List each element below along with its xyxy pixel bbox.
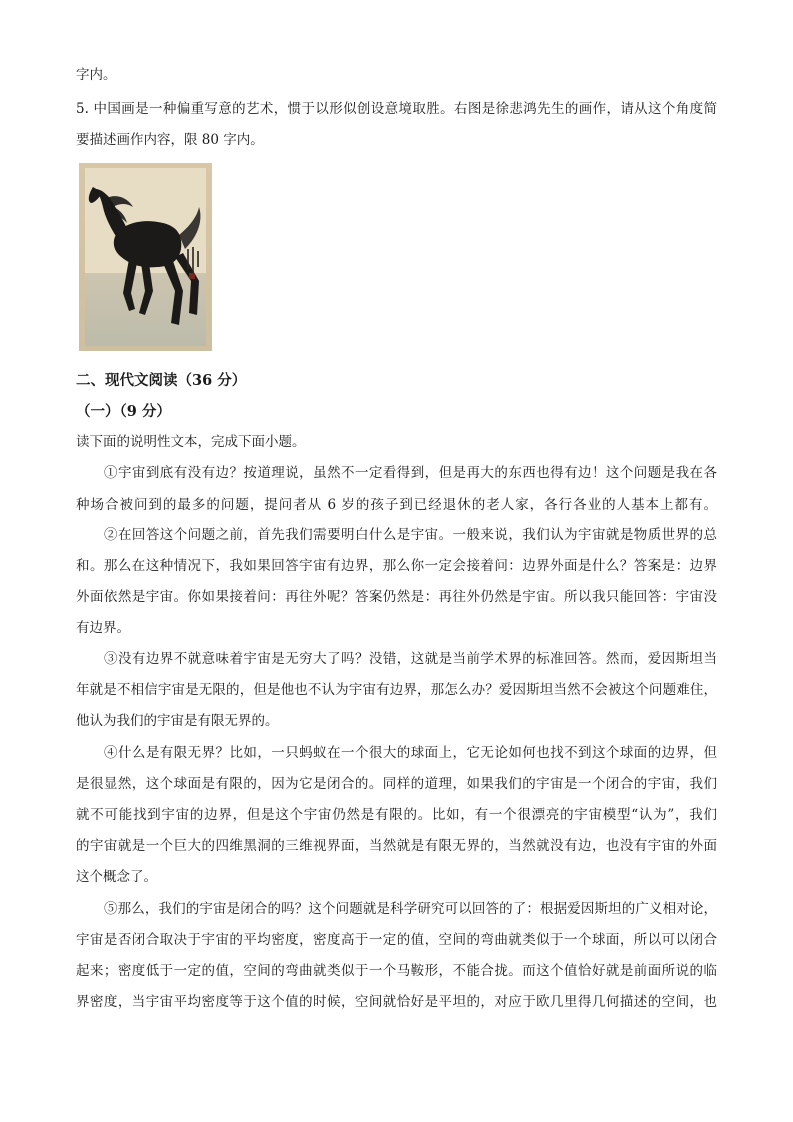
paragraph-line: 是很显然，这个球面是有限的，因为它是闭合的。同样的道理，如果我们的宇宙是一个闭合的宇宙，我们 xyxy=(76,776,717,792)
paragraph-line: 这个概念了。 xyxy=(76,869,157,885)
paragraph-line: 有边界。 xyxy=(76,620,130,636)
horse-painting-image xyxy=(79,163,212,351)
paragraph-line: 他认为我们的宇宙是有限无界的。 xyxy=(76,713,279,729)
paragraph-line: 的宇宙就是一个巨大的四维黑洞的三维视界面，当然就是有限无界的，当然就没有边，也没有宇宙的外面 xyxy=(76,838,717,854)
paragraph-line: ④什么是有限无界？比如，一只蚂蚁在一个很大的球面上，它无论如何也找不到这个球面的边界，但 xyxy=(104,745,717,761)
paragraph-line: 年就是不相信宇宙是无限的，但是他也不认为宇宙有边界，那怎么办？爱因斯坦当然不会被这个问题难住， xyxy=(76,682,717,698)
paragraph-line: 界密度，当宇宙平均密度等于这个值的时候，空间就恰好是平坦的，对应于欧几里得几何描述的空间，也 xyxy=(76,994,717,1010)
subsection-heading: （一）（9 分） xyxy=(76,403,171,420)
text-line: 字内。 xyxy=(76,67,117,83)
paragraph-line: 宇宙是否闭合取决于宇宙的平均密度，密度高于一定的值，空间的弯曲就类似于一个球面，所以可以闭合 xyxy=(76,932,717,948)
question-5-line-1: 5. 中国画是一种偏重写意的艺术，惯于以形似创设意境取胜。右图是徐悲鸿先生的画作，请从这个角度简 xyxy=(76,101,717,117)
paragraph-line: 和。那么在这种情况下，我如果回答宇宙有边界，那么你一定会接着问：边界外面是什么？答案是：边界 xyxy=(76,558,717,574)
paragraph-line: ②在回答这个问题之前，首先我们需要明白什么是宇宙。一般来说，我们认为宇宙就是物质世界的总 xyxy=(104,527,717,543)
question-5-line-2: 要描述画作内容，限 80 字内。 xyxy=(76,132,264,148)
paragraph-line: 起来；密度低于一定的值，空间的弯曲就类似于一个马鞍形，不能合拢。而这个值恰好就是前面所说的临 xyxy=(76,963,717,979)
reading-instruction: 读下面的说明性文本，完成下面小题。 xyxy=(76,434,306,450)
paragraph-line: 种场合被问到的最多的问题，提问者从 6 岁的孩子到已经退休的老人家，各行各业的人基本上都有。 xyxy=(76,497,717,513)
paragraph-line: ③没有边界不就意味着宇宙是无穷大了吗？没错，这就是当前学术界的标准回答。然而，爱因斯坦当 xyxy=(104,651,717,667)
paragraph-line: 就不可能找到宇宙的边界，但是这个宇宙仍然是有限的。比如，有一个很漂亮的宇宙模型“认为”，我们 xyxy=(76,807,717,823)
paragraph-line: ①宇宙到底有没有边？按道理说，虽然不一定看得到，但是再大的东西也得有边！这个问题是我在各 xyxy=(104,465,717,481)
section-heading: 二、现代文阅读（36 分） xyxy=(76,372,247,389)
paragraph-line: 外面依然是宇宙。你如果接着问：再往外呢？答案仍然是：再往外仍然是宇宙。所以我只能回答：宇宙没 xyxy=(76,589,717,605)
paragraph-line: ⑤那么，我们的宇宙是闭合的吗？这个问题就是科学研究可以回答的了：根据爱因斯坦的广义相对论， xyxy=(104,901,717,917)
